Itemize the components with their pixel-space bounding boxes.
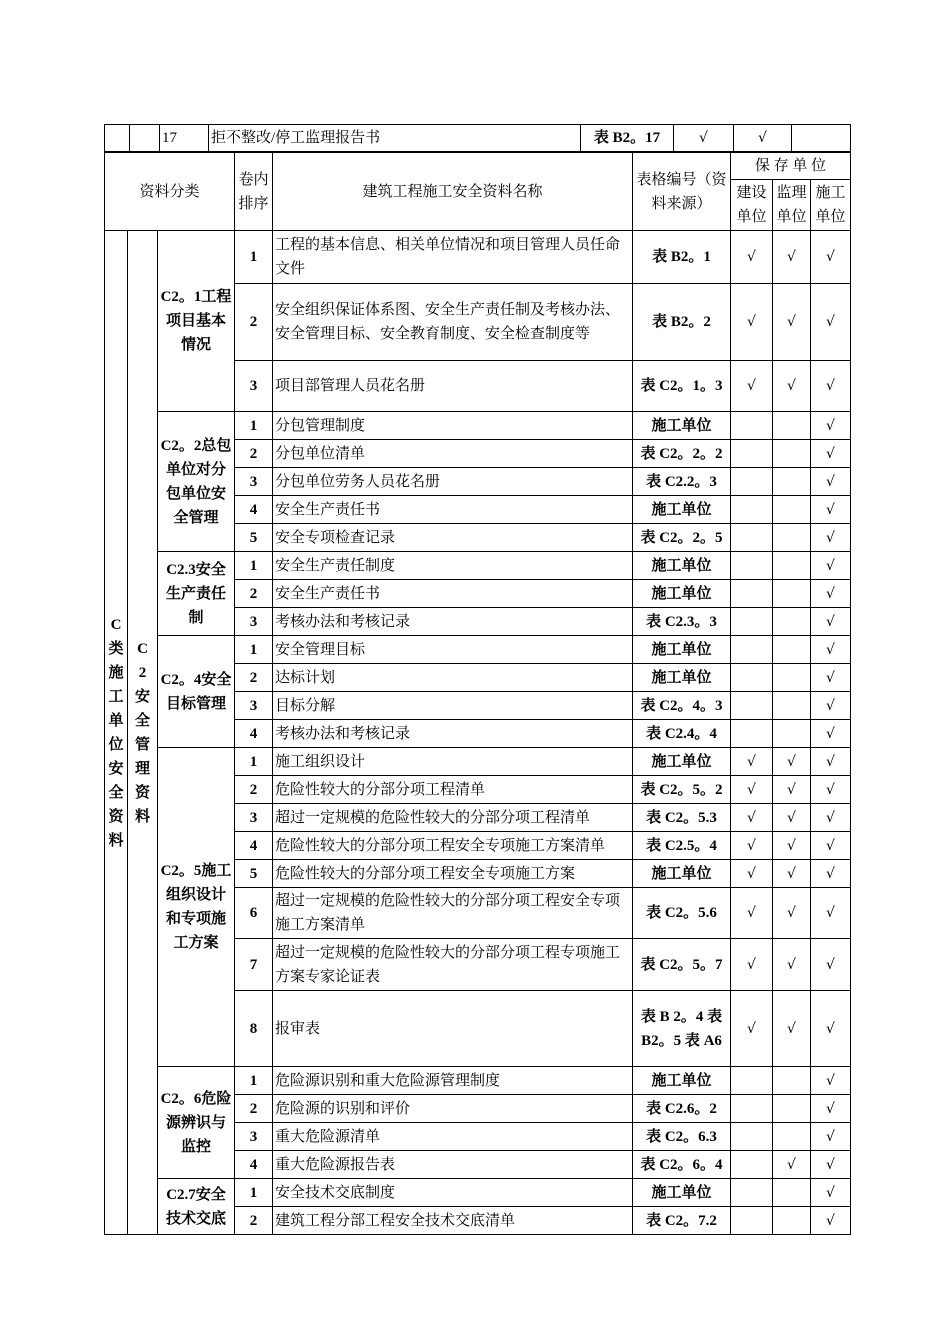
check-contractor: √ [811, 496, 851, 524]
check-supervisor: √ [773, 991, 811, 1067]
check-contractor: √ [811, 776, 851, 804]
check-mark [792, 125, 851, 152]
check-contractor: √ [811, 692, 851, 720]
check-contractor: √ [811, 860, 851, 888]
check-contractor: √ [811, 552, 851, 580]
item-name: 施工组织设计 [273, 748, 633, 776]
check-supervisor [773, 664, 811, 692]
check-owner: √ [731, 748, 773, 776]
item-number: 7 [235, 939, 273, 991]
check-owner [731, 664, 773, 692]
table-row [105, 231, 851, 284]
check-owner: √ [731, 991, 773, 1067]
item-name: 重大危险源清单 [273, 1123, 633, 1151]
item-name: 项目部管理人员花名册 [273, 361, 633, 412]
table-row [105, 1067, 851, 1095]
check-supervisor: √ [773, 776, 811, 804]
unit-header-contractor: 施工单位 [811, 180, 851, 231]
order-header: 卷内排序 [235, 153, 273, 231]
item-name: 安全组织保证体系图、安全生产责任制及考核办法、安全管理目标、安全教育制度、安全检查制度等 [273, 284, 633, 361]
check-owner [731, 608, 773, 636]
check-owner [731, 1151, 773, 1179]
item-code: 表 C2.6。2 [633, 1095, 731, 1123]
check-supervisor: √ [773, 361, 811, 412]
check-contractor: √ [811, 888, 851, 939]
item-code: 表 B 2。4 表 B2。5 表 A6 [633, 991, 731, 1067]
keep-unit-header: 保 存 单 位 [731, 153, 851, 180]
item-code: 表 C2。4。3 [633, 692, 731, 720]
item-code: 表 B2。1 [633, 231, 731, 284]
check-contractor: √ [811, 1123, 851, 1151]
check-supervisor: √ [773, 748, 811, 776]
item-number: 2 [235, 664, 273, 692]
class-c-label [105, 231, 128, 1235]
check-owner [731, 692, 773, 720]
item-code: 施工单位 [633, 1067, 731, 1095]
item-number: 3 [235, 804, 273, 832]
item-name: 拒不整改/停工监理报告书 [209, 125, 581, 152]
item-code: 表 B2。2 [633, 284, 731, 361]
item-name: 达标计划 [273, 664, 633, 692]
check-supervisor [773, 552, 811, 580]
item-name: 危险性较大的分部分项工程安全专项施工方案清单 [273, 832, 633, 860]
check-contractor: √ [811, 284, 851, 361]
check-contractor: √ [811, 580, 851, 608]
check-owner: √ [731, 888, 773, 939]
item-number: 5 [235, 524, 273, 552]
item-number: 1 [235, 552, 273, 580]
item-number: 5 [235, 860, 273, 888]
check-contractor: √ [811, 1095, 851, 1123]
check-contractor: √ [811, 1179, 851, 1207]
check-contractor: √ [811, 1151, 851, 1179]
item-name: 危险性较大的分部分项工程安全专项施工方案 [273, 860, 633, 888]
item-number: 3 [235, 692, 273, 720]
check-owner [731, 1067, 773, 1095]
item-number: 8 [235, 991, 273, 1067]
check-owner [731, 524, 773, 552]
table-row [105, 748, 851, 776]
check-supervisor: √ [773, 804, 811, 832]
check-supervisor [773, 1067, 811, 1095]
item-code: 表 C2。5.3 [633, 804, 731, 832]
item-number: 2 [235, 440, 273, 468]
item-number: 17 [160, 125, 209, 152]
item-name: 超过一定规模的危险性较大的分部分项工程清单 [273, 804, 633, 832]
item-name: 考核办法和考核记录 [273, 608, 633, 636]
check-contractor: √ [811, 832, 851, 860]
check-contractor: √ [811, 361, 851, 412]
check-supervisor: √ [773, 939, 811, 991]
item-number: 6 [235, 888, 273, 939]
class-c2-label [128, 231, 158, 1235]
check-supervisor [773, 720, 811, 748]
group-title: C2。1工程项目基本情况 [158, 231, 235, 412]
item-name: 目标分解 [273, 692, 633, 720]
item-code: 表 C2。2。2 [633, 440, 731, 468]
check-contractor: √ [811, 804, 851, 832]
check-owner [731, 412, 773, 440]
check-supervisor [773, 636, 811, 664]
item-name: 安全生产责任书 [273, 580, 633, 608]
item-code: 施工单位 [633, 412, 731, 440]
check-supervisor: √ [773, 860, 811, 888]
item-name: 分包管理制度 [273, 412, 633, 440]
class-c-text: C类施工单位安全资料 [108, 616, 124, 849]
check-supervisor: √ [773, 888, 811, 939]
item-name: 建筑工程分部工程安全技术交底清单 [273, 1207, 633, 1235]
item-code: 表 C2。6.3 [633, 1123, 731, 1151]
check-supervisor [773, 580, 811, 608]
item-number: 3 [235, 608, 273, 636]
check-owner [731, 1123, 773, 1151]
item-number: 2 [235, 580, 273, 608]
check-mark: √ [734, 125, 792, 152]
item-number: 3 [235, 361, 273, 412]
item-name: 安全技术交底制度 [273, 1179, 633, 1207]
name-header: 建筑工程施工安全资料名称 [273, 153, 633, 231]
check-owner: √ [731, 361, 773, 412]
group-title: C2.3安全生产责任制 [158, 552, 235, 636]
check-supervisor [773, 1207, 811, 1235]
unit-header-supervisor: 监理单位 [773, 180, 811, 231]
item-name: 危险源识别和重大危险源管理制度 [273, 1067, 633, 1095]
item-code: 表 C2。7.2 [633, 1207, 731, 1235]
item-code: 施工单位 [633, 1179, 731, 1207]
check-contractor: √ [811, 468, 851, 496]
item-code: 表 C2.2。3 [633, 468, 731, 496]
item-code: 表 C2.3。3 [633, 608, 731, 636]
item-number: 1 [235, 748, 273, 776]
check-contractor: √ [811, 991, 851, 1067]
check-contractor: √ [811, 664, 851, 692]
check-supervisor: √ [773, 832, 811, 860]
check-owner: √ [731, 860, 773, 888]
item-code: 施工单位 [633, 748, 731, 776]
item-code: 表 C2。5。7 [633, 939, 731, 991]
check-supervisor [773, 1179, 811, 1207]
item-name: 超过一定规模的危险性较大的分部分项工程安全专项施工方案清单 [273, 888, 633, 939]
check-contractor: √ [811, 1207, 851, 1235]
check-supervisor [773, 1123, 811, 1151]
item-code: 表 C2.5。4 [633, 832, 731, 860]
item-code: 施工单位 [633, 552, 731, 580]
check-contractor: √ [811, 524, 851, 552]
check-supervisor: √ [773, 1151, 811, 1179]
table-row [105, 1179, 851, 1207]
continuation-row-table [104, 124, 851, 152]
item-number: 1 [235, 412, 273, 440]
check-owner [731, 720, 773, 748]
check-owner [731, 440, 773, 468]
check-contractor: √ [811, 440, 851, 468]
group-title: C2。2总包单位对分包单位安全管理 [158, 412, 235, 552]
group-title: C2.7安全技术交底 [158, 1179, 235, 1235]
check-supervisor [773, 440, 811, 468]
item-name: 安全管理目标 [273, 636, 633, 664]
item-code: 施工单位 [633, 496, 731, 524]
item-number: 1 [235, 1179, 273, 1207]
check-owner [731, 1179, 773, 1207]
item-name: 安全专项检查记录 [273, 524, 633, 552]
check-contractor: √ [811, 1067, 851, 1095]
item-name: 超过一定规模的危险性较大的分部分项工程专项施工方案专家论证表 [273, 939, 633, 991]
check-owner: √ [731, 939, 773, 991]
check-supervisor [773, 496, 811, 524]
check-supervisor [773, 1095, 811, 1123]
check-owner [731, 1207, 773, 1235]
item-number: 1 [235, 636, 273, 664]
check-supervisor: √ [773, 284, 811, 361]
check-contractor: √ [811, 412, 851, 440]
item-code: 施工单位 [633, 580, 731, 608]
group-title: C2。6危险源辨识与监控 [158, 1067, 235, 1179]
item-code: 施工单位 [633, 636, 731, 664]
check-owner: √ [731, 776, 773, 804]
item-number: 3 [235, 468, 273, 496]
check-supervisor [773, 412, 811, 440]
item-number: 2 [235, 284, 273, 361]
item-number: 1 [235, 231, 273, 284]
check-owner [731, 496, 773, 524]
check-supervisor [773, 608, 811, 636]
check-owner [731, 552, 773, 580]
item-code: 表 C2。1。3 [633, 361, 731, 412]
item-name: 危险性较大的分部分项工程清单 [273, 776, 633, 804]
safety-records-table [104, 152, 851, 1235]
code-header: 表格编号（资料来源） [633, 153, 731, 231]
item-name: 安全生产责任制度 [273, 552, 633, 580]
item-code: 表 C2。2。5 [633, 524, 731, 552]
item-number: 2 [235, 1207, 273, 1235]
item-number: 4 [235, 832, 273, 860]
item-name: 报审表 [273, 991, 633, 1067]
table-row [105, 125, 851, 152]
item-code: 施工单位 [633, 860, 731, 888]
item-name: 考核办法和考核记录 [273, 720, 633, 748]
group-title: C2。5施工组织设计和专项施工方案 [158, 748, 235, 1067]
item-code: 表 B2。17 [581, 125, 674, 152]
item-code: 施工单位 [633, 664, 731, 692]
category-header: 资料分类 [105, 153, 235, 231]
item-name: 分包单位劳务人员花名册 [273, 468, 633, 496]
check-contractor: √ [811, 748, 851, 776]
check-contractor: √ [811, 939, 851, 991]
group-title: C2。4安全目标管理 [158, 636, 235, 748]
item-number: 1 [235, 1067, 273, 1095]
table-row [105, 636, 851, 664]
check-owner [731, 580, 773, 608]
item-name: 工程的基本信息、相关单位情况和项目管理人员任命文件 [273, 231, 633, 284]
check-owner [731, 468, 773, 496]
item-code: 表 C2.4。4 [633, 720, 731, 748]
check-owner: √ [731, 832, 773, 860]
check-contractor: √ [811, 231, 851, 284]
item-code: 表 C2。6。4 [633, 1151, 731, 1179]
item-code: 表 C2。5.6 [633, 888, 731, 939]
header-row [105, 153, 851, 180]
check-owner [731, 636, 773, 664]
item-code: 表 C2。5。2 [633, 776, 731, 804]
empty-cell [105, 125, 130, 152]
check-mark: √ [674, 125, 734, 152]
item-number: 2 [235, 776, 273, 804]
item-number: 3 [235, 1123, 273, 1151]
check-contractor: √ [811, 636, 851, 664]
item-number: 4 [235, 720, 273, 748]
check-supervisor: √ [773, 231, 811, 284]
item-number: 4 [235, 1151, 273, 1179]
item-number: 2 [235, 1095, 273, 1123]
unit-header-owner: 建设单位 [731, 180, 773, 231]
check-contractor: √ [811, 608, 851, 636]
check-supervisor [773, 468, 811, 496]
check-owner: √ [731, 804, 773, 832]
check-supervisor [773, 692, 811, 720]
empty-cell [130, 125, 160, 152]
class-c2-text: C2安全管理资料 [135, 640, 151, 825]
item-name: 重大危险源报告表 [273, 1151, 633, 1179]
item-number: 4 [235, 496, 273, 524]
table-row [105, 552, 851, 580]
check-owner: √ [731, 284, 773, 361]
check-supervisor [773, 524, 811, 552]
check-owner [731, 1095, 773, 1123]
check-contractor: √ [811, 720, 851, 748]
item-name: 分包单位清单 [273, 440, 633, 468]
item-name: 安全生产责任书 [273, 496, 633, 524]
item-name: 危险源的识别和评价 [273, 1095, 633, 1123]
check-owner: √ [731, 231, 773, 284]
table-row [105, 412, 851, 440]
